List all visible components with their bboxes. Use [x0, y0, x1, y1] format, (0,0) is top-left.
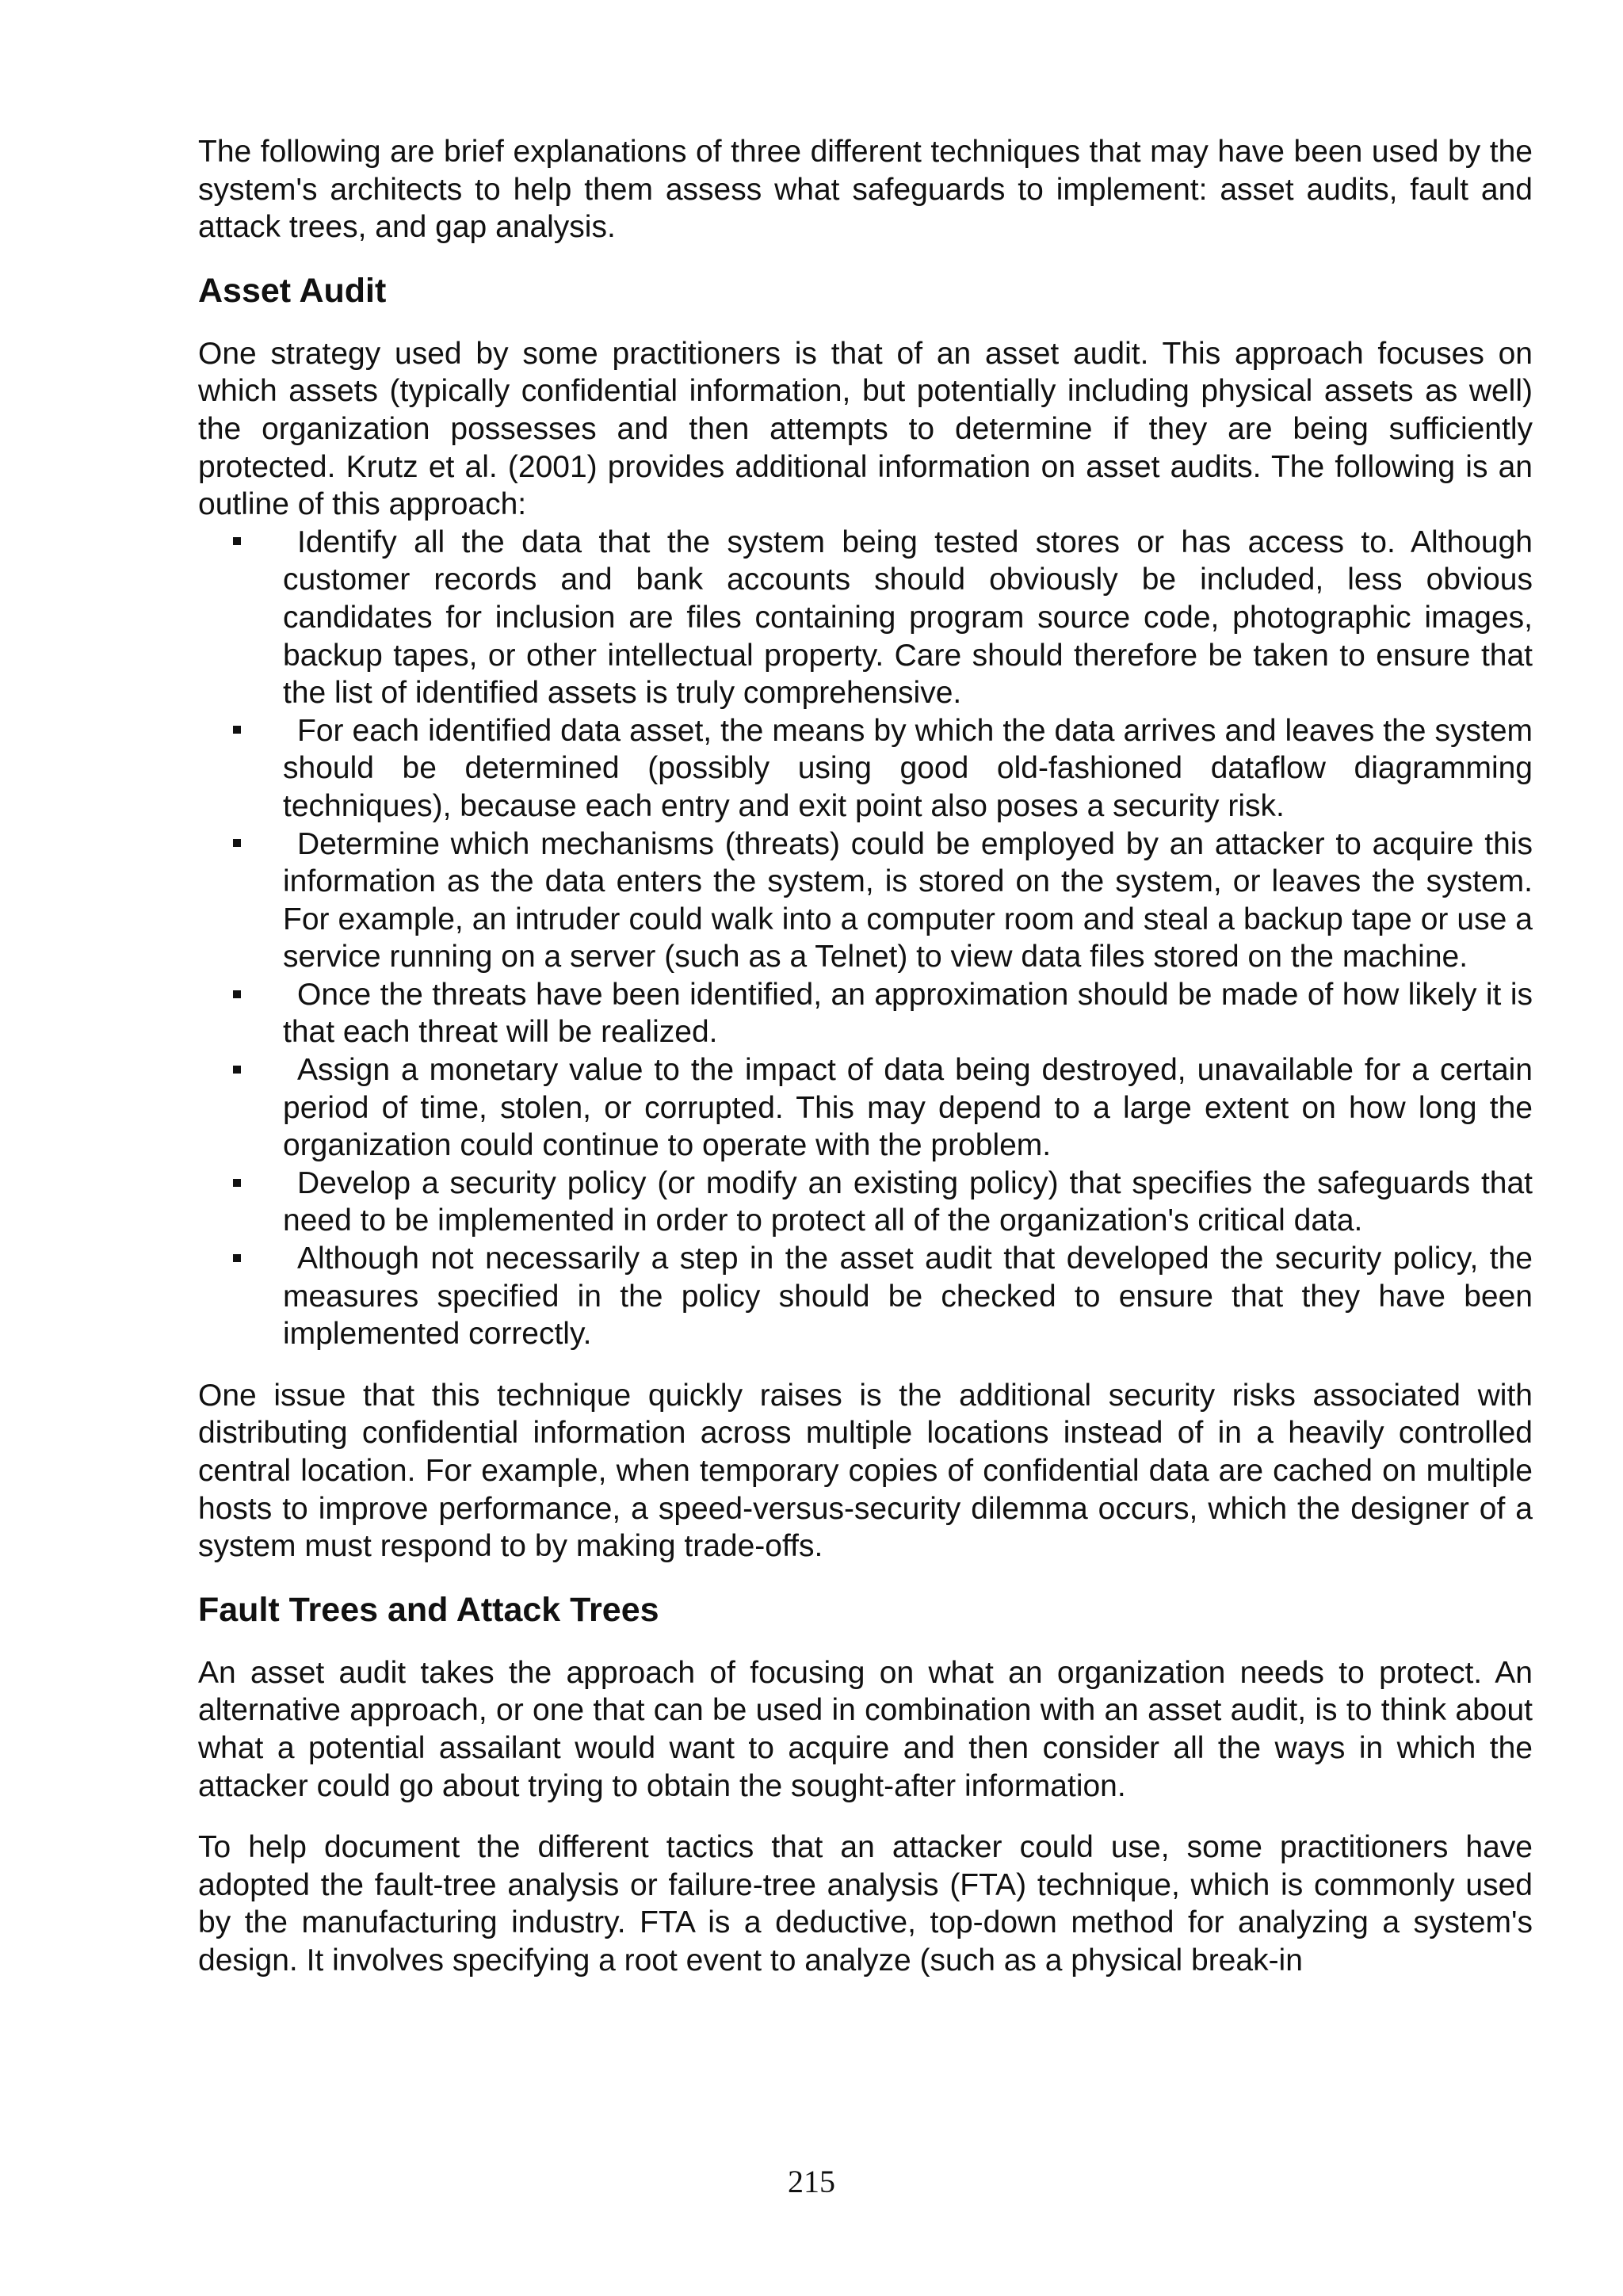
list-item-text: Determine which mechanisms (threats) could be employed by an attacker to acquire this information as the data enters the system, is stored on the system, or leaves the system. For example, an intruder could walk into a computer room and steal a backup tape or use a service running on a server (such as a Telnet) to view data files stored on the machine.: [283, 826, 1533, 974]
list-item-text: Once the threats have been identified, an approximation should be made of how likely it is that each threat will be realized.: [283, 977, 1533, 1050]
fault-trees-paragraph-2: To help document the different tactics that an attacker could use, some practitioners have adopted the fault-tree analysis or failure-tree analysis (FTA) technique, which is commonly used by the manufacturing industry. FTA is a deductive, top-down method for analyzing a system's design. It involves specifying a root event to analyze (such as a physical break-in: [198, 1830, 1533, 1978]
list-item: [198, 826, 1533, 976]
page-number: 215: [788, 2164, 835, 2199]
list-item: [198, 1165, 1533, 1240]
list-item: [198, 524, 1533, 712]
list-item-text: Although not necessarily a step in the asset audit that developed the security policy, the measures specified in the policy should be checked to ensure that they have been implemented correctly.: [283, 1241, 1533, 1352]
list-item-text: Assign a monetary value to the impact of data being destroyed, unavailable for a certain period of time, stolen, or corrupted. This may depend to a large extent on how long the organization could continue to operate with the problem.: [283, 1053, 1533, 1163]
asset-audit-paragraph-1: One strategy used by some practitioners is that of an asset audit. This approach focuses on which assets (typically confidential information, but potentially including physical assets as well) the organization possesses and then attempts to determine if they are being sufficiently protected. Krutz et al. (2001) provides additional information on asset audits. The following is an outline of this approach:: [198, 336, 1533, 522]
fault-trees-paragraph-1: An asset audit takes the approach of focusing on what an organization needs to protect. An alternative approach, or one that can be used in combination with an asset audit, is to think about what a potential assailant would want to acquire and then consider all the ways in which the attacker could go about trying to obtain the sought-after information.: [198, 1655, 1533, 1803]
list-item: [198, 1240, 1533, 1353]
list-item-text: For each identified data asset, the means by which the data arrives and leaves the system should be determined (possibly using good old-fashioned dataflow diagramming techniques), because each entry and exit point also poses a security risk.: [283, 713, 1533, 823]
asset-audit-paragraph-2: One issue that this technique quickly raises is the additional security risks associated with distributing confidential information across multiple locations instead of in a heavily controlled central location. For example, when temporary copies of confidential data are cached on multiple hosts to improve performance, a speed-versus-security dilemma occurs, which the designer of a system must respond to by making trade-offs.: [198, 1378, 1533, 1564]
bullet-square-icon: [232, 1165, 242, 1203]
bullet-square-icon: [232, 1240, 242, 1278]
asset-audit-steps-list: [198, 524, 1533, 1353]
list-item: [198, 976, 1533, 1051]
page-content: [198, 133, 1533, 1980]
intro-paragraph: The following are brief explanations of three different techniques that may have been used by the system's architects to help them assess what safeguards to implement: asset audits, fault and attack trees, and gap analysis.: [198, 135, 1533, 245]
list-item: [198, 1051, 1533, 1165]
bullet-square-icon: [232, 524, 242, 562]
section-heading-fault-trees: Fault Trees and Attack Trees: [198, 1590, 659, 1629]
list-item-text: Develop a security policy (or modify an existing policy) that specifies the safeguards that need to be implemented in order to protect all of the organization's critical data.: [283, 1165, 1533, 1238]
bullet-square-icon: [232, 1051, 242, 1089]
section-heading-asset-audit: Asset Audit: [198, 271, 387, 310]
list-item: [198, 712, 1533, 826]
bullet-square-icon: [232, 712, 242, 750]
list-item-text: Identify all the data that the system being tested stores or has access to. Although customer records and bank accounts should obviously be included, less obvious candidates for inclusion are files containing program source code, photographic images, backup tapes, or other intellectual property. Care should therefore be taken to ensure that the list of identified assets is truly comprehensive.: [283, 524, 1533, 711]
bullet-square-icon: [232, 976, 242, 1014]
bullet-square-icon: [232, 826, 242, 864]
